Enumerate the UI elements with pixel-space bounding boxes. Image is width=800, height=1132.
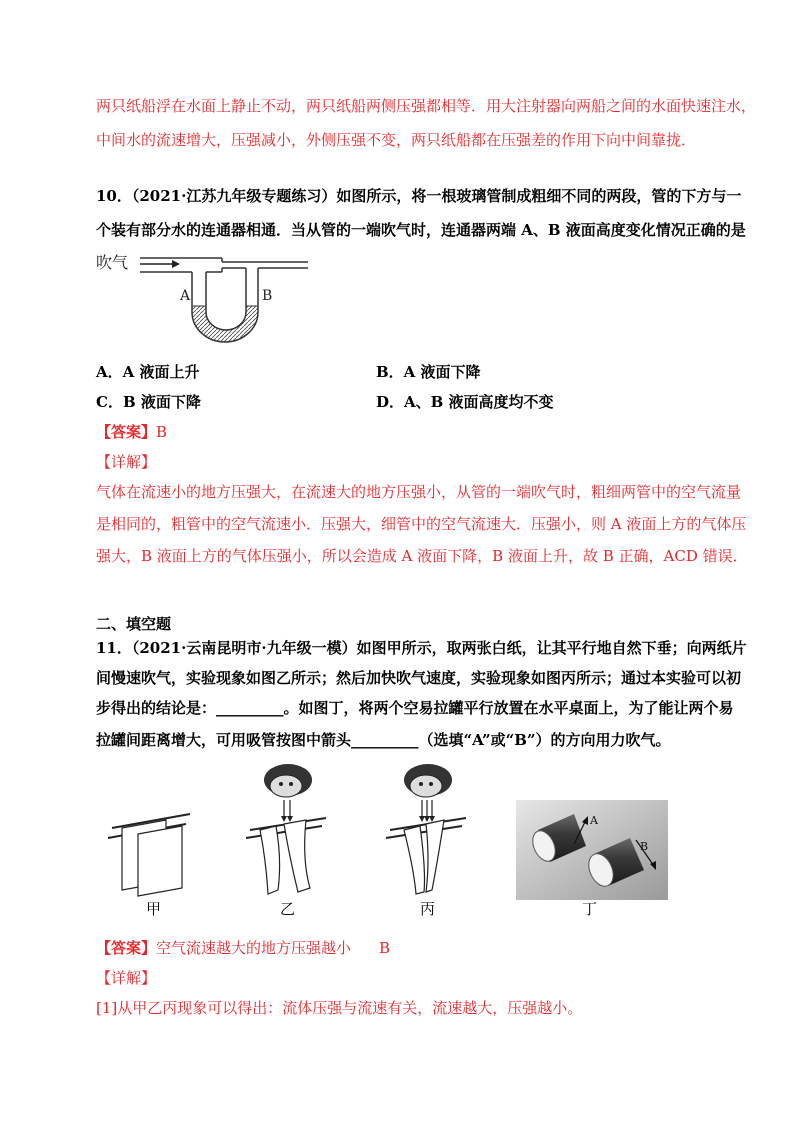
- q10-answer: B: [156, 423, 168, 441]
- q11-detail-tag: 【详解】: [96, 969, 157, 987]
- figure-label-jia: 甲: [146, 900, 162, 918]
- q11-stem-line-2: 间慢速吹气，实验现象如图乙所示；然后加快吹气速度，实验现象如图丙所示；通过本实验可以初: [96, 669, 742, 687]
- section-title: 二、填空题: [96, 615, 172, 633]
- q11-answer-2: B: [379, 939, 391, 957]
- q11-stem-line-1: 11．（2021·云南昆明市·九年级一模）如图甲所示，取两张白纸，让其平行地自然下垂；向两纸片: [96, 639, 747, 657]
- arrow-b-label: B: [640, 840, 649, 853]
- q10-stem-line-2: 个装有部分水的连通器相通．当从管的一端吹气时，连通器两端 A、B 液面高度变化情况正确的是: [96, 221, 746, 239]
- two-paper-sheets-figure: [104, 800, 204, 900]
- figure-bing: [380, 760, 480, 920]
- slow-blow-paper-figure: [240, 760, 340, 900]
- prev-explanation-line-2: 中间水的流速增大，压强减小，外侧压强不变，两只纸船都在压强差的作用下向中间靠拢．: [96, 131, 697, 149]
- figure-label-ding: 丁: [582, 900, 598, 918]
- q11-answer-row: [96, 938, 390, 958]
- prev-explanation-line-1: 两只纸船浮在水面上静止不动，两只纸船两侧压强都相等．用大注射器向两船之间的水面快速注水，: [96, 97, 757, 115]
- q10-tube-figure: [96, 250, 316, 350]
- q10-stem-line-1: 10．（2021·江苏九年级专题练习）如图所示，将一根玻璃管制成粗细不同的两段，管的下方与一: [96, 187, 742, 205]
- q11-explanation-line-1: [1]从甲乙丙现象可以得出：流体压强与流速有关，流速越大，压强越小。: [96, 999, 583, 1017]
- q10-detail-tag: 【详解】: [96, 453, 157, 471]
- blow-label: 吹气: [96, 253, 129, 272]
- fast-blow-paper-figure: [380, 760, 480, 900]
- figure-label-bing: 丙: [420, 900, 436, 918]
- q10-explanation-line-2: 是相同的，粗管中的空气流速小．压强大，细管中的空气流速大．压强小，则 A 液面上方的气体压: [96, 515, 747, 533]
- figure-yi: [240, 760, 340, 920]
- q11-answer-1: 空气流速越大的地方压强越小: [156, 939, 352, 957]
- arrow-a-label: A: [590, 814, 598, 827]
- q10-answer-row: [96, 422, 167, 442]
- q10-explanation-line-1: 气体在流速小的地方压强大，在流速大的地方压强小，从管的一端吹气时，粗细两管中的空气流量: [96, 483, 742, 501]
- q10-tube-diagram: [96, 250, 316, 350]
- q10-option-d: D．A、B 液面高度均不变: [376, 393, 554, 411]
- q11-answer-tag: 【答案】: [96, 939, 157, 957]
- q11-stem-line-4: 拉罐间距离增大，可用吸管按图中箭头_________（选填“A”或“B”）的方向用力吹气。: [96, 731, 671, 749]
- q10-option-c: C．B 液面下降: [96, 393, 201, 411]
- q10-option-a: A．A 液面上升: [96, 363, 200, 381]
- q10-answer-tag: 【答案】: [96, 423, 157, 441]
- figure-jia: [104, 800, 204, 920]
- label-a: A: [180, 288, 191, 304]
- q11-stem-line-3: 步得出的结论是：_________。如图丁，将两个空易拉罐平行放置在水平桌面上，为了能让两个易: [96, 699, 734, 717]
- q10-explanation-line-3: 强大，B 液面上方的气体压强小，所以会造成 A 液面下降，B 液面上升，故 B 正确，ACD 错误．: [96, 547, 748, 565]
- q10-option-b: B．A 液面下降: [376, 363, 481, 381]
- label-b: B: [262, 288, 273, 304]
- figure-ding: [516, 800, 668, 920]
- figure-label-yi: 乙: [280, 900, 296, 918]
